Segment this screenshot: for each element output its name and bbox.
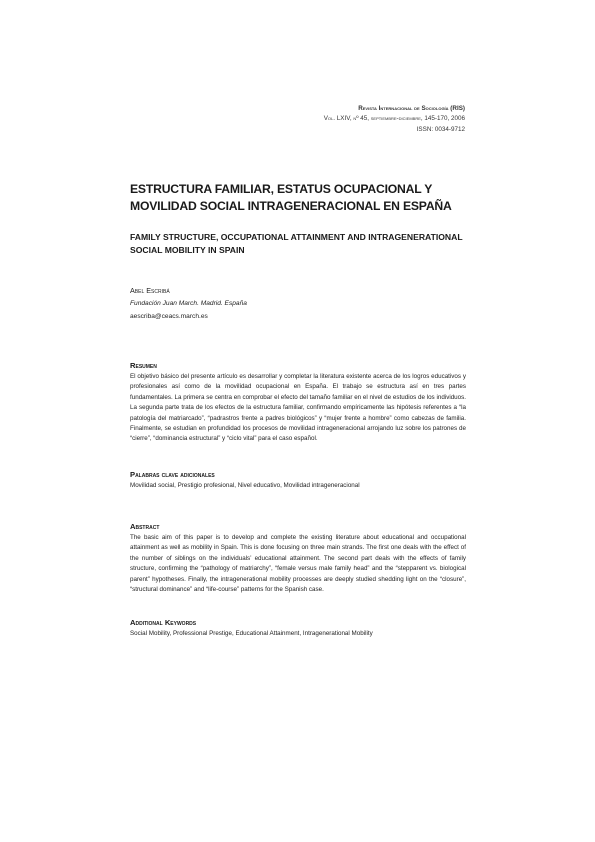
- additional-keywords-body: Social Mobility, Professional Prestige, Educational Attainment, Intragenerational Mobility: [130, 630, 373, 637]
- journal-volume: Vol. LXIV, nº 45, septiembre-diciembre, 145-170, 2006: [323, 115, 465, 123]
- article-title-spanish: ESTRUCTURA FAMILIAR, ESTATUS OCUPACIONAL Y MOVILIDAD SOCIAL INTRAGENERACIONAL EN ESPAÑA: [130, 182, 452, 213]
- author-email: aescriba@ceacs.march.es: [130, 313, 208, 320]
- author-block: [130, 284, 247, 323]
- additional-keywords-section: [130, 618, 466, 639]
- resumen-section: [130, 361, 466, 445]
- resumen-heading: Resumen: [130, 361, 157, 370]
- journal-header: [324, 104, 465, 135]
- author-name: Abel Escribá: [130, 286, 170, 295]
- palabras-clave-section: [130, 470, 466, 491]
- additional-keywords-heading: Additional Keywords: [130, 618, 197, 627]
- journal-issn: ISSN: 0034-9712: [416, 125, 465, 133]
- abstract-body: The basic aim of this paper is to develop and complete the existing literature about educational and occupational attainment as well as mobility in Spain. This is done focusing on three main strands. The first one deals with the effect of the number of siblings on the individuals’ educational attainment. The second part deals with the effects of family structure, confirming the “pathology of matriarchy”, “female versus male family head” and the “stepparent vs. biological parent” hypotheses. Finally, the intragenerational mobility processes are deeply studied shedding light on the “closure”, “structural dominance” and “life-course” patterns for the Spanish case.: [130, 534, 466, 594]
- abstract-section: [130, 522, 466, 595]
- journal-name: Revista Internacional de Sociología (RIS): [358, 105, 465, 112]
- palabras-clave-body: Movilidad social, Prestigio profesional, Nivel educativo, Movilidad intrageneracional: [130, 482, 360, 489]
- article-title-english: FAMILY STRUCTURE, OCCUPATIONAL ATTAINMENT AND INTRAGENERATIONAL SOCIAL MOBILITY IN SPAIN: [130, 232, 463, 255]
- author-institution: Fundación Juan March. Madrid. España: [130, 300, 247, 307]
- resumen-body: El objetivo básico del presente artículo es desarrollar y completar la literatura existente acerca de los logros educativos y profesionales así como de la movilidad ocupacional en España. El trabajo se estructura así en tres partes fundamentales. La primera se centra en comprobar el efecto del tamaño familiar en el nivel de estudios de los individuos. La segunda parte trata de los efectos de la estructura familiar, confirmando empíricamente las hipótesis referentes a “la patología del matriarcado”, “padrastros frente a padres biológicos” y “mujer frente a hombre” como cabezas de familia. Finalmente, se estudian en profundidad los procesos de movilidad intrageneracional arrojando luz sobre los patrones de “cierre”, “dominancia estructural” y “ciclo vital” para el caso español.: [130, 373, 466, 443]
- palabras-clave-heading: Palabras clave adicionales: [130, 470, 215, 479]
- abstract-heading: Abstract: [130, 522, 160, 531]
